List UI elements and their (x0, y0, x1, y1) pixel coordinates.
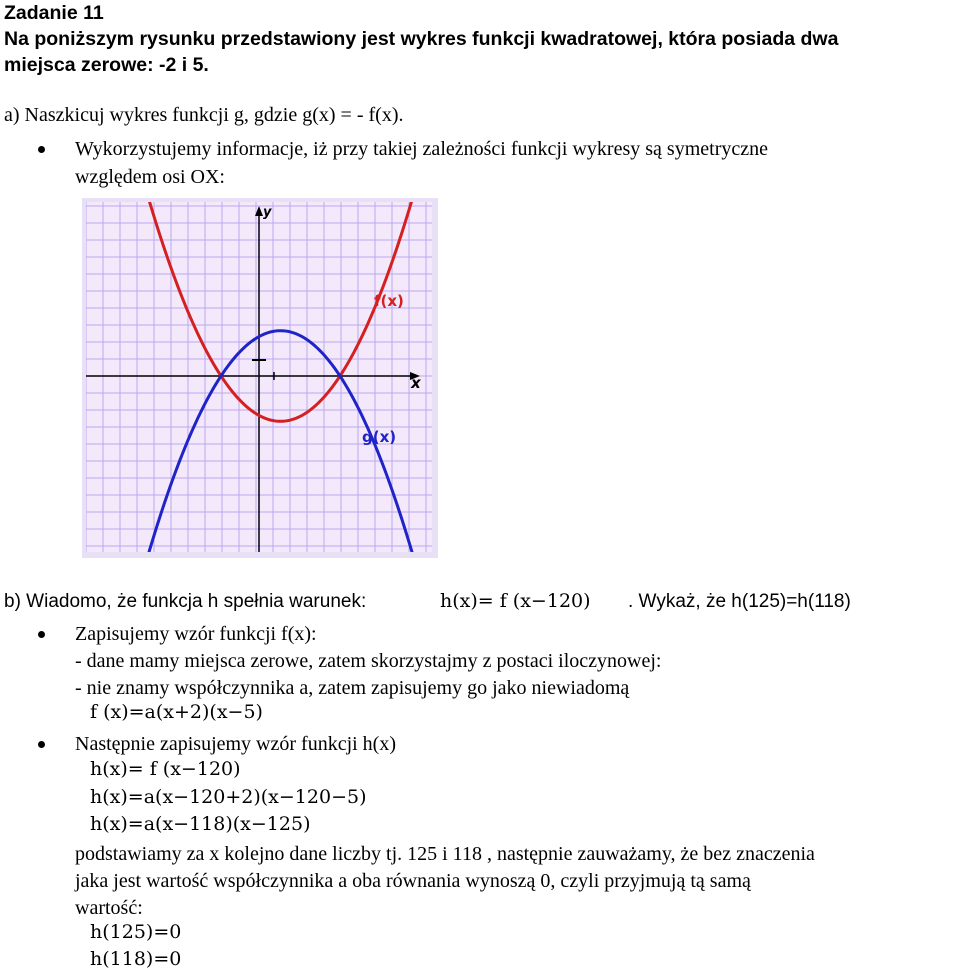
result-h-118: h(118)=0 (90, 948, 182, 970)
part-b-bullet-2: Następnie zapisujemy wzór funkcji h(x) (75, 733, 397, 755)
task-title: Zadanie 11 (4, 2, 104, 24)
formula-h-1: h(x)= f (x−120) (90, 758, 241, 780)
task-statement-line-1: Na poniższym rysunku przedstawiony jest wykres funkcji kwadratowej, która posiada dwa (4, 28, 839, 50)
conclusion-line-3: wartość: (75, 897, 143, 919)
part-b-step-2: - nie znamy współczynnika a, zatem zapisujemy go jako niewiadomą (75, 677, 630, 699)
y-axis-label: y (263, 205, 272, 220)
part-a-bullet-line-2: względem osi OX: (75, 166, 225, 188)
task-statement-line-2: miejsca zerowe: -2 i 5. (4, 54, 209, 76)
formula-h-3: h(x)=a(x−118)(x−125) (90, 813, 311, 835)
part-b-task-prefix: b) Wiadomo, że funkcja h spełnia warunek: (4, 591, 367, 612)
part-a-task: a) Naszkicuj wykres funkcji g, gdzie g(x) = - f(x). (4, 104, 404, 126)
formula-h-2: h(x)=a(x−120+2)(x−120−5) (90, 786, 367, 808)
f-curve-label: f(x) (374, 292, 404, 310)
bullet-icon (38, 741, 45, 748)
conclusion-line-2: jaka jest wartość współczynnika a oba równania wynoszą 0, czyli przyjmują tą samą (75, 870, 751, 892)
bullet-icon (38, 631, 45, 638)
conclusion-line-1: podstawiamy za x kolejno dane liczby tj. 125 i 118 , następnie zauważamy, że bez znaczenia (75, 843, 815, 865)
part-b-task-suffix: . Wykaż, że h(125)=h(118) (628, 591, 851, 612)
x-axis-label: x (411, 374, 421, 392)
part-b-bullet-1: Zapisujemy wzór funkcji f(x): (75, 623, 317, 645)
g-curve-label: g(x) (362, 428, 397, 446)
formula-f: f (x)=a(x+2)(x−5) (90, 701, 263, 723)
result-h-125: h(125)=0 (90, 921, 182, 943)
bullet-icon (38, 146, 45, 153)
part-b-step-1: - dane mamy miejsca zerowe, zatem skorzystajmy z postaci iloczynowej: (75, 650, 662, 672)
part-a-bullet-line-1: Wykorzystujemy informacje, iż przy takiej zależności funkcji wykresy są symetryczne (75, 138, 768, 160)
parabola-graph (82, 198, 438, 558)
part-b-condition-formula: h(x)= f (x−120) (440, 590, 591, 612)
